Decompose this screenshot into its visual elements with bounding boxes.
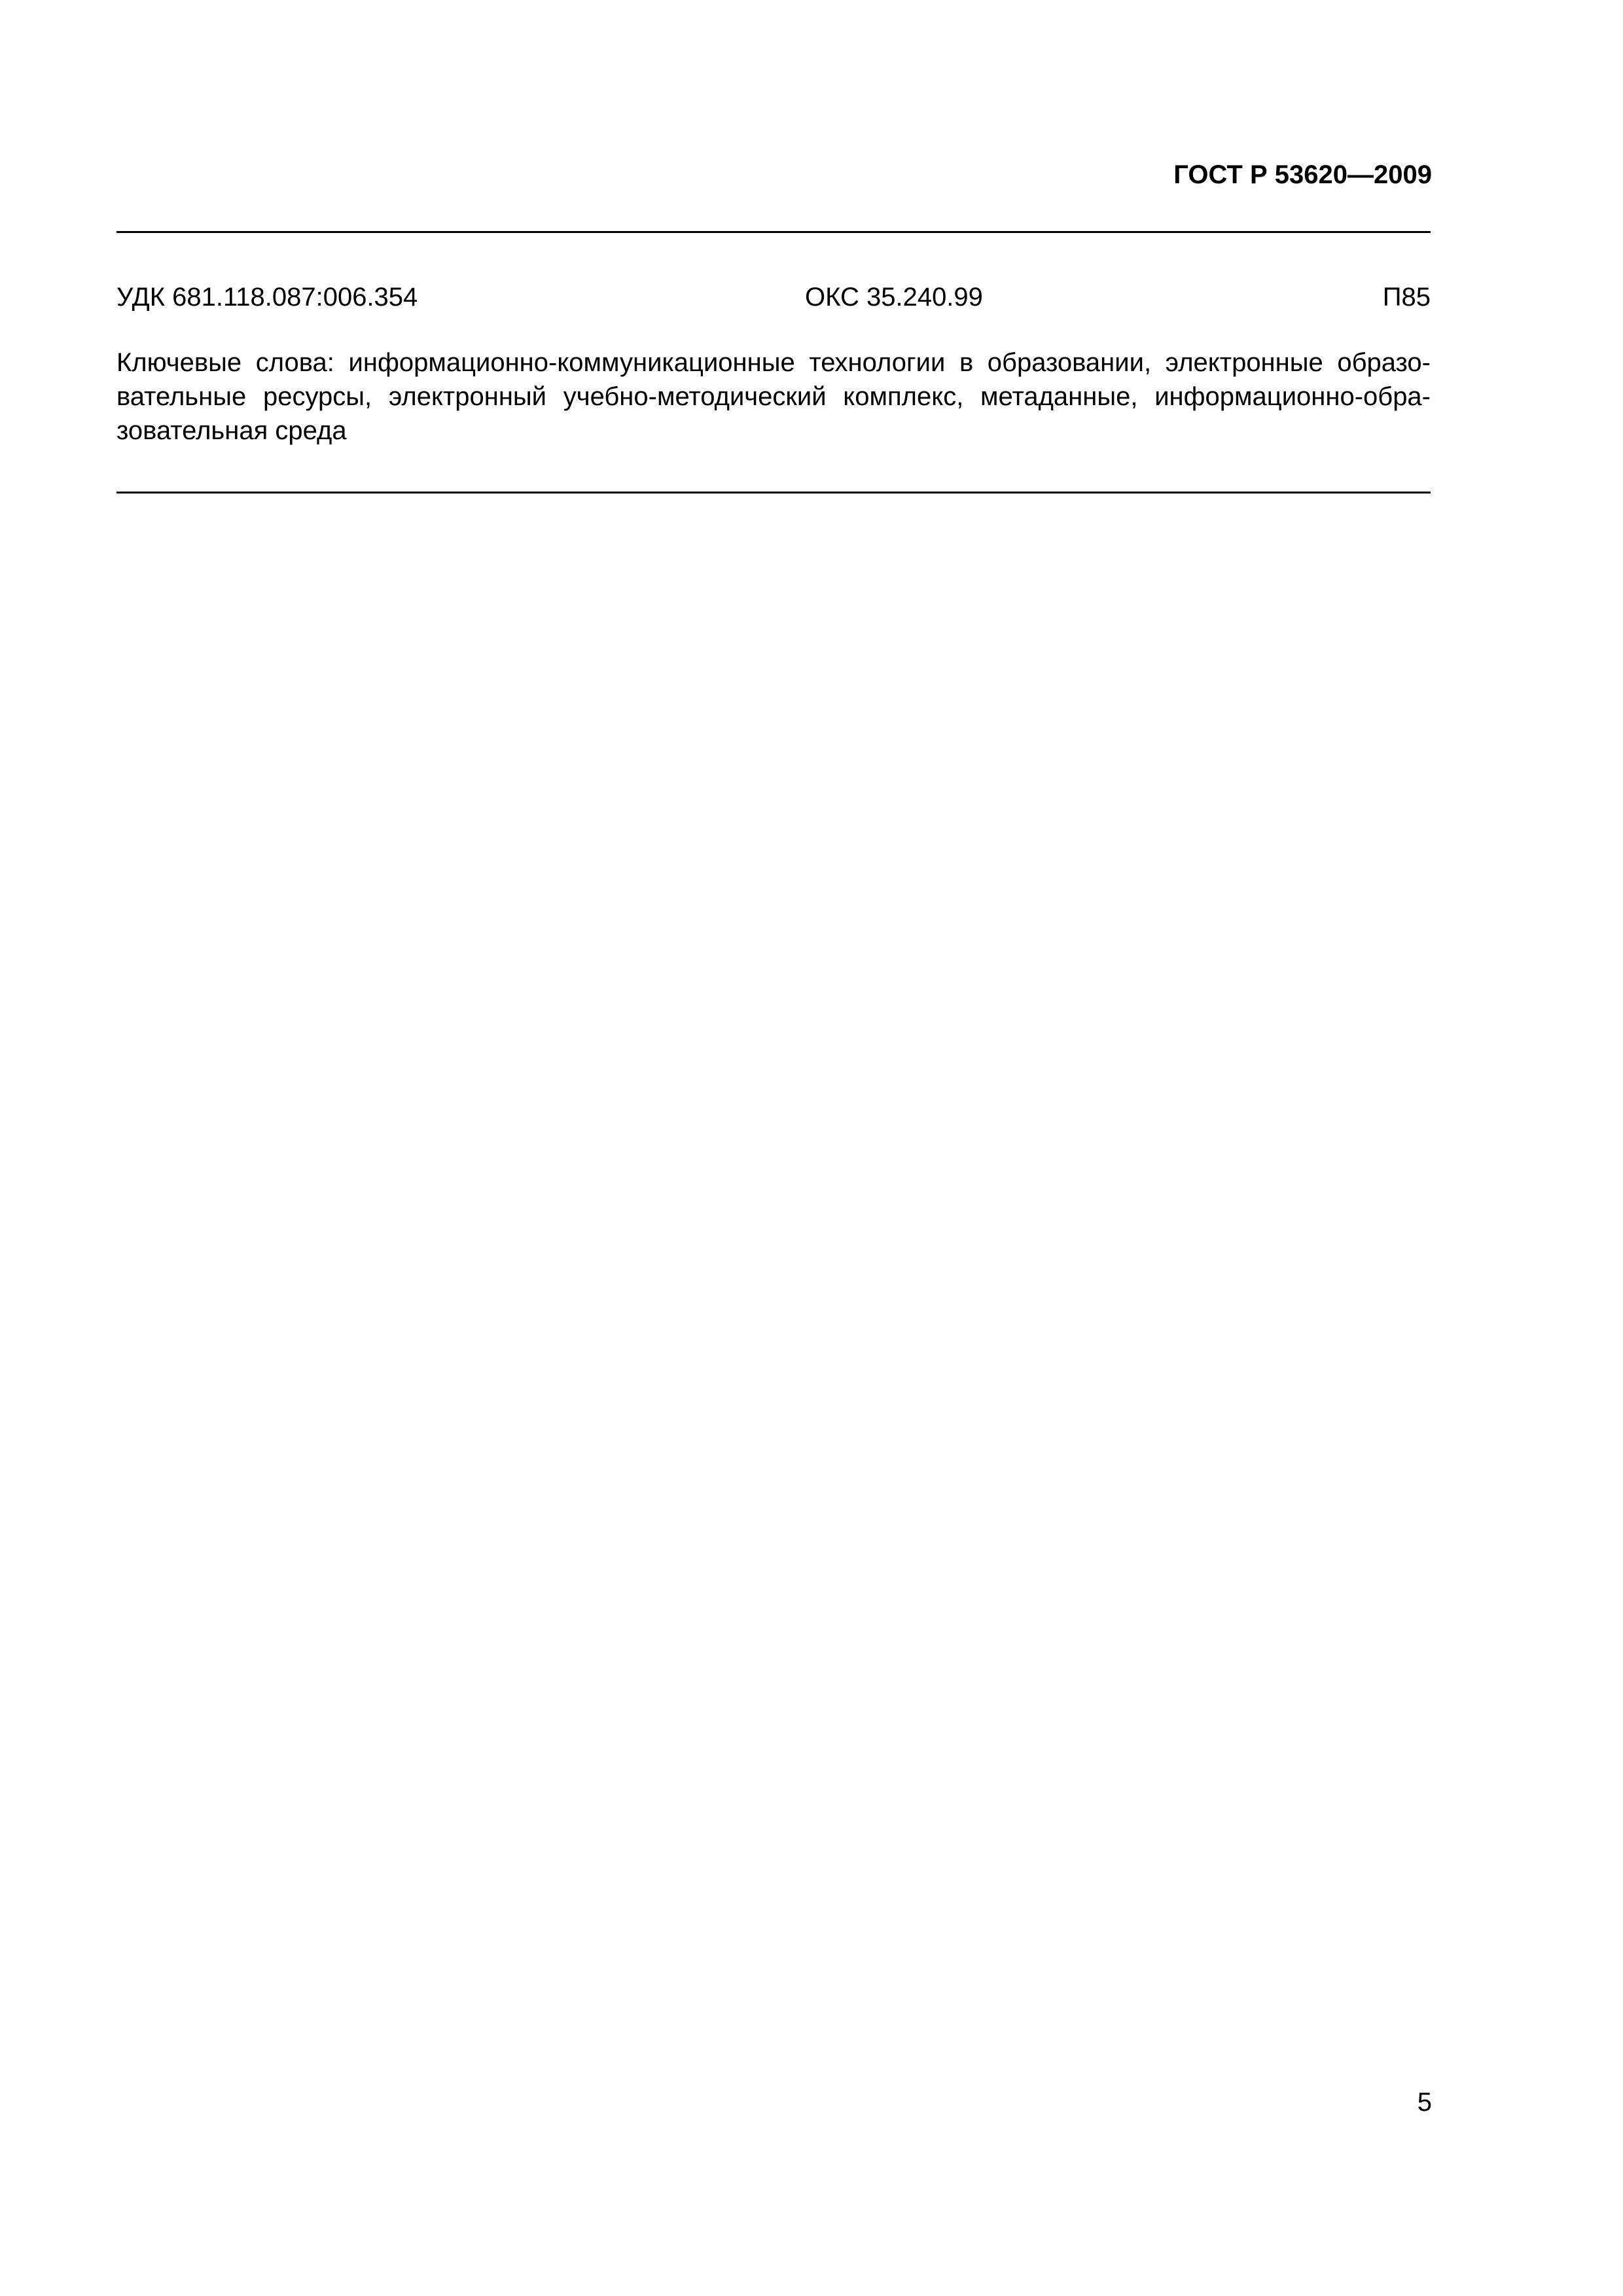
category-code: П85 (1382, 283, 1431, 312)
top-rule (116, 231, 1431, 233)
keywords-line: зовательная среда (116, 416, 347, 445)
keywords-line: вательные ресурсы, электронный учебно-методический комплекс, метаданные, информационно-обра- (116, 382, 1431, 411)
udk-code: УДК 681.118.087:006.354 (116, 283, 418, 312)
standard-code: ГОСТ Р 53620—2009 (1173, 160, 1432, 189)
classification-row (116, 283, 1431, 317)
oks-code: ОКС 35.240.99 (805, 283, 983, 312)
keywords-line: Ключевые слова: информационно-коммуникационные технологии в образовании, электронные образо- (116, 348, 1431, 377)
keywords-paragraph (116, 346, 1431, 448)
page-number: 5 (1417, 2088, 1432, 2117)
bottom-rule (116, 492, 1431, 493)
